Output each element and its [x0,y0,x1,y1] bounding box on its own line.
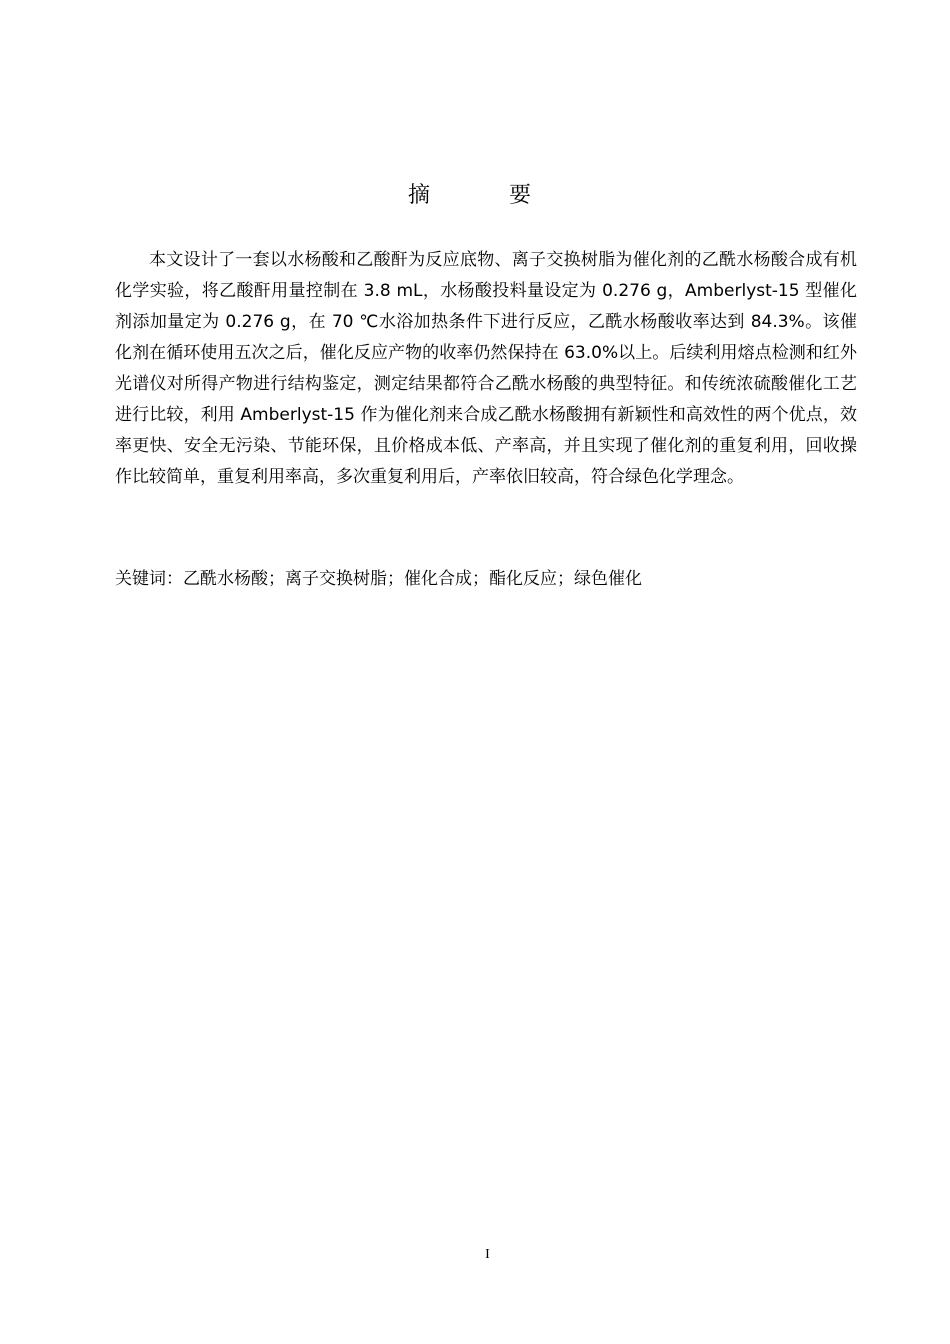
keywords-label: 关键词： [115,569,183,589]
keywords-line [115,566,857,592]
abstract-heading: 摘 要 [408,183,567,208]
keywords-terms: 乙酰水杨酸；离子交换树脂；催化合成；酯化反应；绿色催化 [183,569,642,589]
page-number: I [485,1247,490,1262]
abstract-body: 本文设计了一套以水杨酸和乙酸酐为反应底物、离子交换树脂为催化剂的乙酰水杨酸合成有机化学实验，将乙酸酐用量控制在 3.8 mL，水杨酸投料量设定为 0.276 g，Amberlyst-15 型催化剂添加量定为 0.276 g，在 70 ℃水浴加热条件下进行反应，乙酰水杨酸收率达到 84.3%。该催化剂在循环使用五次之后，催化反应产物的收率仍然保持在 63.0%以上。后续利用熔点检测和红外光谱仪对所得产物进行结构鉴定，测定结果都符合乙酰水杨酸的典型特征。和传统浓硫酸催化工艺进行比较，利用 Amberlyst-15 作为催化剂来合成乙酰水杨酸拥有新颖性和高效性的两个优点，效率更快、安全无污染、节能环保，且价格成本低、产率高，并且实现了催化剂的重复利用，回收操作比较简单，重复利用率高，多次重复利用后，产率依旧较高，符合绿色化学理念。 [115,250,857,487]
